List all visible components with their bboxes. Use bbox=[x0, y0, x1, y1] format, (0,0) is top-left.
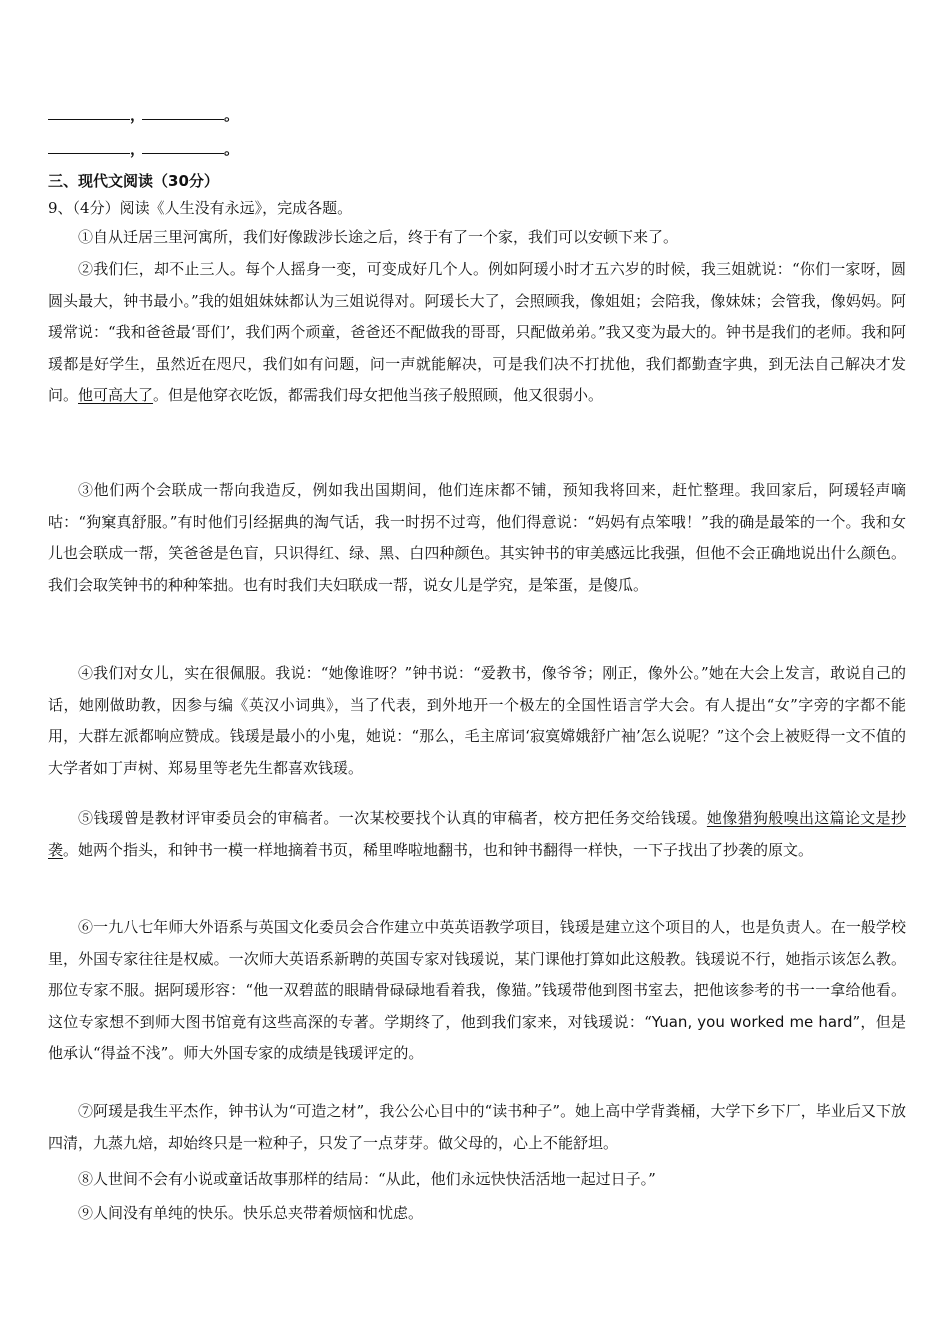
paragraph-7: ⑦阿瑗是我生平杰作，钟书认为“可造之材”，我公公心目中的“读书种子”。她上高中学背粪桶，大学下乡下厂，毕业后又下放四清，九蒸九焙，却始终只是一粒种子，只发了一点芽芽。做父母的，心上不能舒坦。 bbox=[48, 1102, 906, 1152]
section-title: 三、现代文阅读（30分） bbox=[48, 172, 219, 190]
answer-blank-line-1 bbox=[48, 104, 240, 126]
paragraph-6-text-b: ”，但是他承认“得益不浅”。师大外国专家的成绩是钱瑗评定的。 bbox=[48, 1012, 906, 1063]
underlined-sentence: 他可高大了 bbox=[78, 386, 154, 405]
paragraph-8: ⑧人世间不会有小说或童话故事那样的结局：“从此，他们永远快快活活地一起过日子。” bbox=[78, 1170, 656, 1188]
paragraph-6 bbox=[48, 912, 906, 1070]
paragraph-1: ①自从迁居三里河寓所，我们好像跋涉长途之后，终于有了一个家，我们可以安顿下来了。 bbox=[78, 228, 679, 246]
question-intro: 9、（4分）阅读《人生没有永远》，完成各题。 bbox=[48, 199, 353, 217]
paragraph-3: ③他们两个会联成一帮向我造反，例如我出国期间，他们连床都不铺，预知我将回来，赶忙整理。我回家后，阿瑗轻声嘀咕：“狗窠真舒服。”有时他们引经据典的淘气话，我一时拐不过弯，他们得意说：“妈妈有点笨哦！”我的确是最笨的一个。我和女儿也会联成一帮，笑爸爸是色盲，只识得红、绿、黑、白四种颜色。其实钟书的审美感远比我强，但他不会正确地说出什么颜色。我们会取笑钟书的种种笨拙。也有时我们夫妇联成一帮，说女儿是学究，是笨蛋，是傻瓜。 bbox=[48, 481, 906, 594]
paragraph-2-text-b: 。但是他穿衣吃饭，都需我们母女把他当孩子般照顾，他又很弱小。 bbox=[153, 386, 604, 405]
answer-blank[interactable] bbox=[142, 139, 224, 154]
paragraph-5-text-b: 。她两个指头，和钟书一模一样地摘着书页，稀里哗啦地翻书，也和钟书翻得一样快，一下子找出了抄袭的原文。 bbox=[63, 840, 814, 859]
paragraph-2 bbox=[48, 254, 906, 412]
comma: ， bbox=[130, 106, 146, 124]
answer-blank[interactable] bbox=[48, 139, 130, 154]
answer-blank[interactable] bbox=[142, 105, 224, 120]
period: 。 bbox=[224, 140, 240, 158]
underlined-sentence: 她像猎狗般嗅出这篇论文是抄袭 bbox=[48, 809, 906, 859]
period: 。 bbox=[224, 106, 240, 124]
paragraph-4: ④我们对女儿，实在很佩服。我说：“她像谁呀？”钟书说：“爱教书，像爷爷；刚正，像外公。”她在大会上发言，敢说自己的话，她刚做助教，因参与编《英汉小词典》，当了代表，到外地开一个极左的全国性语言学大会。有人提出“女”字旁的字都不能用，大群左派都响应赞成。钱瑗是最小的小鬼，她说：“那么，毛主席词‘寂寞嫦娥舒广袖’怎么说呢？”这个会上被贬得一文不值的大学者如丁声树、郑易里等老先生都喜欢钱瑗。 bbox=[48, 664, 906, 777]
english-quote: Yuan, you worked me hard bbox=[651, 1012, 853, 1031]
answer-blank[interactable] bbox=[48, 105, 130, 120]
paragraph-5-text-a: ⑤钱瑗曾是教材评审委员会的审稿者。一次某校要找个认真的审稿者，校方把任务交给钱瑗。 bbox=[78, 809, 707, 827]
paragraph-6-text-a: ⑥一九八七年师大外语系与英国文化委员会合作建立中英英语教学项目，钱瑗是建立这个项目的人，也是负责人。在一般学校里，外国专家往往是权威。一次师大英语系新聘的英国专家对钱瑗说，某门课他打算如此这般教。钱瑗说不行，她指示该怎么教。那位专家不服。据阿瑗形容：“他一双碧蓝的眼睛骨碌碌地看着我，像猫。”钱瑗带他到图书室去，把他该参考的书一一拿给他看。这位专家想不到师大图书馆竟有这些高深的专著。学期终了，他到我们家来，对钱瑗说：“ bbox=[48, 918, 906, 1031]
answer-blank-line-2 bbox=[48, 138, 240, 160]
comma: ， bbox=[130, 140, 146, 158]
paragraph-2-text-a: ②我们仨，却不止三人。每个人摇身一变，可变成好几个人。例如阿瑗小时才五六岁的时候，我三姐就说：“你们一家呀，圆圆头最大，钟书最小。”我的姐姐妹妹都认为三姐说得对。阿瑗长大了，会照顾我，像姐姐；会陪我，像妹妹；会管我，像妈妈。阿瑗常说：“我和爸爸最‘哥们’，我们两个顽童，爸爸还不配做我的哥哥，只配做弟弟。”我又变为最大的。钟书是我们的老师。我和阿瑗都是好学生，虽然近在咫尺，我们如有问题，问一声就能解决，可是我们决不打扰他，我们都勤查字典，到无法自己解决才发问。 bbox=[48, 260, 906, 405]
paragraph-9: ⑨人间没有单纯的快乐。快乐总夹带着烦恼和忧虑。 bbox=[78, 1204, 424, 1222]
paragraph-5 bbox=[48, 803, 906, 866]
